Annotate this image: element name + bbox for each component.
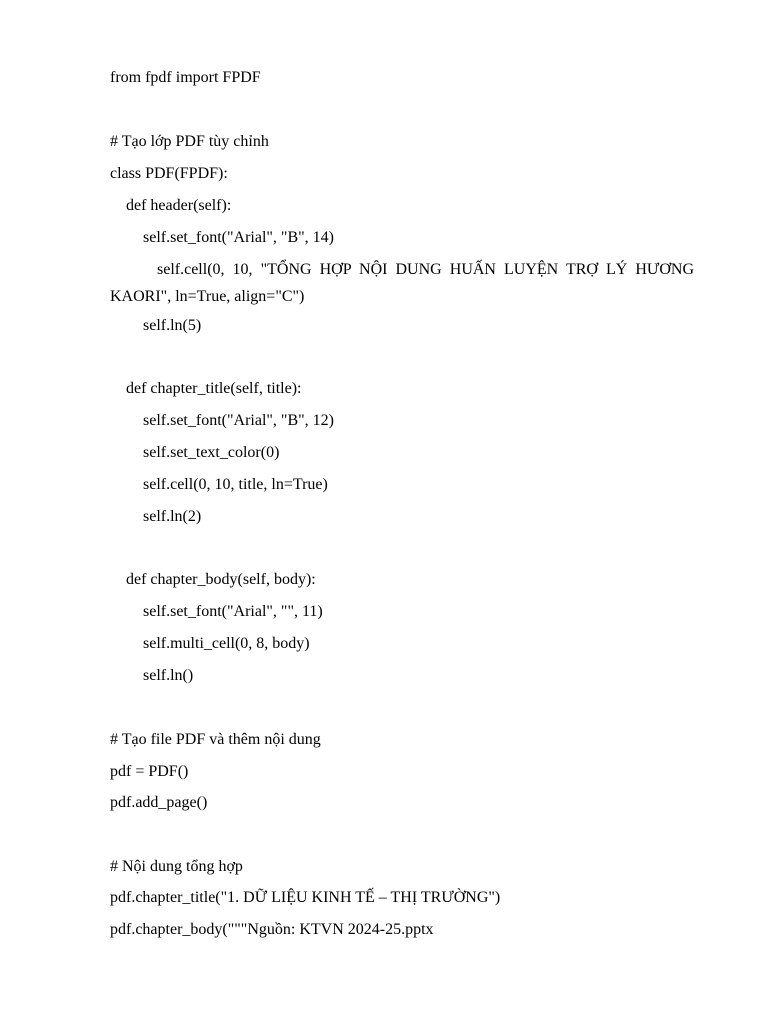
code-line-chapter-body-call: pdf.chapter_body("""Nguồn: KTVN 2024-25.pptx: [110, 921, 434, 938]
code-line-chapter-body-set-font: self.set_font("Arial", "", 11): [143, 603, 323, 620]
code-line-class-def: class PDF(FPDF):: [110, 165, 228, 182]
code-line-add-page: pdf.add_page(): [110, 794, 208, 811]
code-line-chapter-title-def: def chapter_title(self, title):: [126, 380, 302, 397]
code-comment-create-class: # Tạo lớp PDF tùy chỉnh: [110, 133, 269, 150]
code-comment-content-summary: # Nội dung tổng hợp: [110, 858, 243, 875]
code-line-chapter-title-ln: self.ln(2): [143, 508, 202, 525]
code-comment-create-pdf: # Tạo file PDF và thêm nội dung: [110, 731, 321, 748]
code-line-header-cell: self.cell(0, 10, "TỔNG HỢP NỘI DUNG HUẤN LUYỆN TRỢ LÝ HƯƠNG KAORI", ln=True, align="C"): [110, 261, 694, 305]
code-line-header-set-font: self.set_font("Arial", "B", 14): [143, 229, 334, 246]
code-line-chapter-body-multi-cell: self.multi_cell(0, 8, body): [143, 635, 310, 652]
code-line-chapter-body-ln: self.ln(): [143, 667, 194, 684]
code-line-chapter-body-def: def chapter_body(self, body):: [126, 571, 316, 588]
code-line-chapter-title-set-font: self.set_font("Arial", "B", 12): [143, 412, 334, 429]
code-line-pdf-instance: pdf = PDF(): [110, 763, 189, 780]
code-line-chapter-title-call: pdf.chapter_title("1. DỮ LIỆU KINH TẾ – THỊ TRƯỜNG"): [110, 889, 501, 906]
code-line-import: from fpdf import FPDF: [110, 69, 261, 86]
code-line-header-ln: self.ln(5): [143, 317, 202, 334]
code-line-header-def: def header(self):: [126, 197, 232, 214]
code-line-chapter-title-cell: self.cell(0, 10, title, ln=True): [143, 476, 328, 493]
code-line-chapter-title-set-color: self.set_text_color(0): [143, 444, 280, 461]
